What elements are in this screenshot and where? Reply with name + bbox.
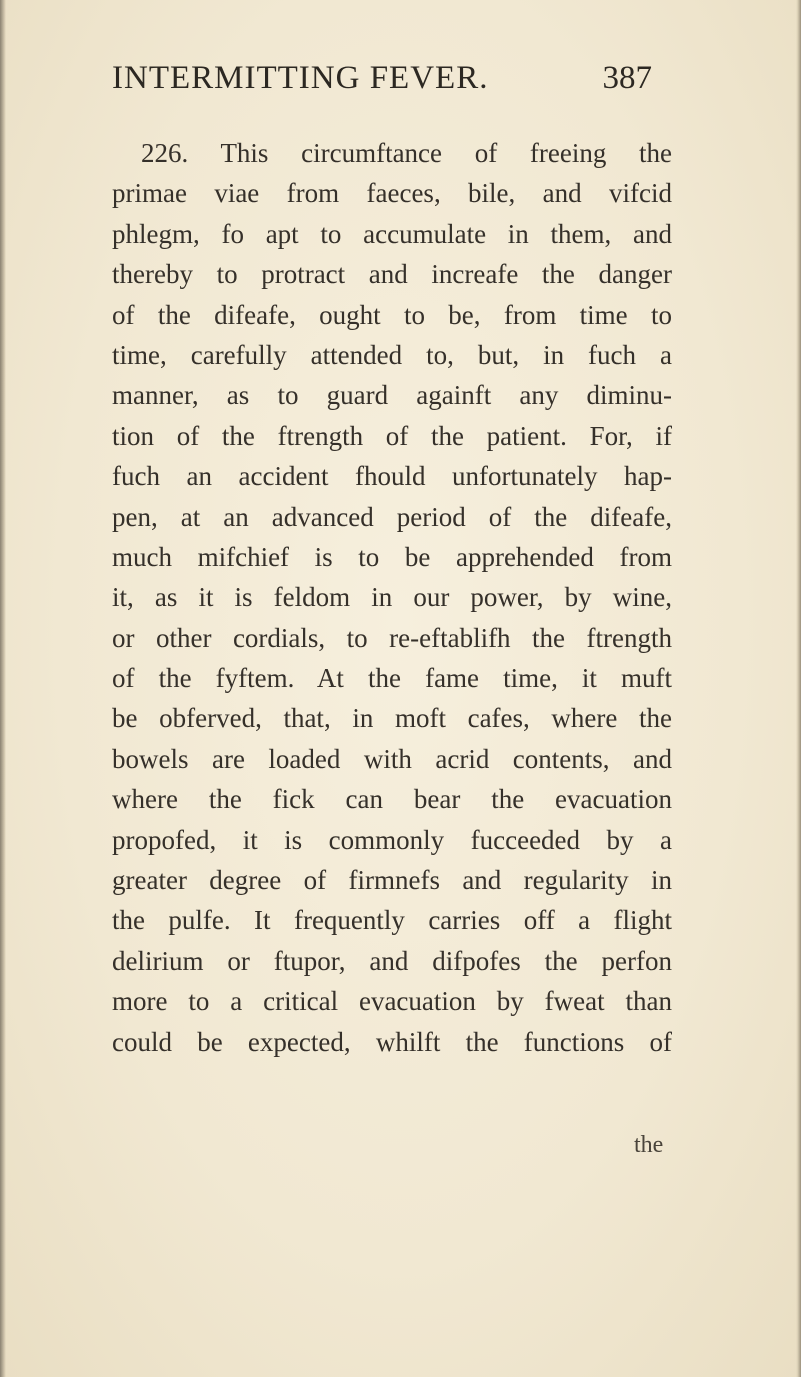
text-line: manner, as to guard againft any diminu-: [112, 380, 672, 411]
text-line: phlegm, fo apt to accumulate in them, and: [112, 218, 672, 249]
text-line: greater degree of firmnefs and regularity in: [112, 865, 672, 896]
text-line: 226. This circumftance of freeing the: [141, 138, 672, 168]
text-line: more to a critical evacuation by fweat than: [112, 986, 672, 1017]
text-line: primae viae from faeces, bile, and vifcid: [112, 178, 672, 209]
text-line: of the difeafe, ought to be, from time to: [112, 299, 672, 330]
running-title: INTERMITTING FEVER.: [112, 60, 489, 96]
text-line: bowels are loaded with acrid contents, and: [112, 743, 672, 774]
text-line: time, carefully attended to, but, in fuch a: [112, 339, 672, 370]
page-left-edge: [0, 0, 6, 1377]
text-line: tion of the ftrength of the patient. For, if: [112, 420, 672, 451]
text-line: the pulfe. It frequently carries off a flight: [112, 905, 672, 936]
text-line: thereby to protract and increafe the danger: [112, 259, 672, 290]
catchword: the: [634, 1132, 664, 1158]
text-line: could be expected, whilft the functions of: [112, 1026, 672, 1057]
text-line: delirium or ftupor, and difpofes the perfon: [112, 945, 672, 976]
text-line: pen, at an advanced period of the difeafe,: [112, 501, 672, 532]
text-line: of the fyftem. At the fame time, it muft: [112, 663, 672, 694]
page-right-edge: [796, 0, 801, 1377]
running-head: [112, 60, 652, 97]
text-line: it, as it is feldom in our power, by wine,: [112, 582, 672, 613]
text-line: where the fick can bear the evacuation: [112, 784, 672, 815]
text-line: be obferved, that, in moft cafes, where the: [112, 703, 672, 734]
text-line: or other cordials, to re-eftablifh the ftrength: [112, 622, 672, 653]
body-text: [112, 133, 672, 1062]
text-line: fuch an accident fhould unfortunately hap-: [112, 461, 672, 492]
page-number: 387: [602, 60, 652, 96]
text-line: propofed, it is commonly fucceeded by a: [112, 824, 672, 855]
text-line: much mifchief is to be apprehended from: [112, 541, 672, 572]
